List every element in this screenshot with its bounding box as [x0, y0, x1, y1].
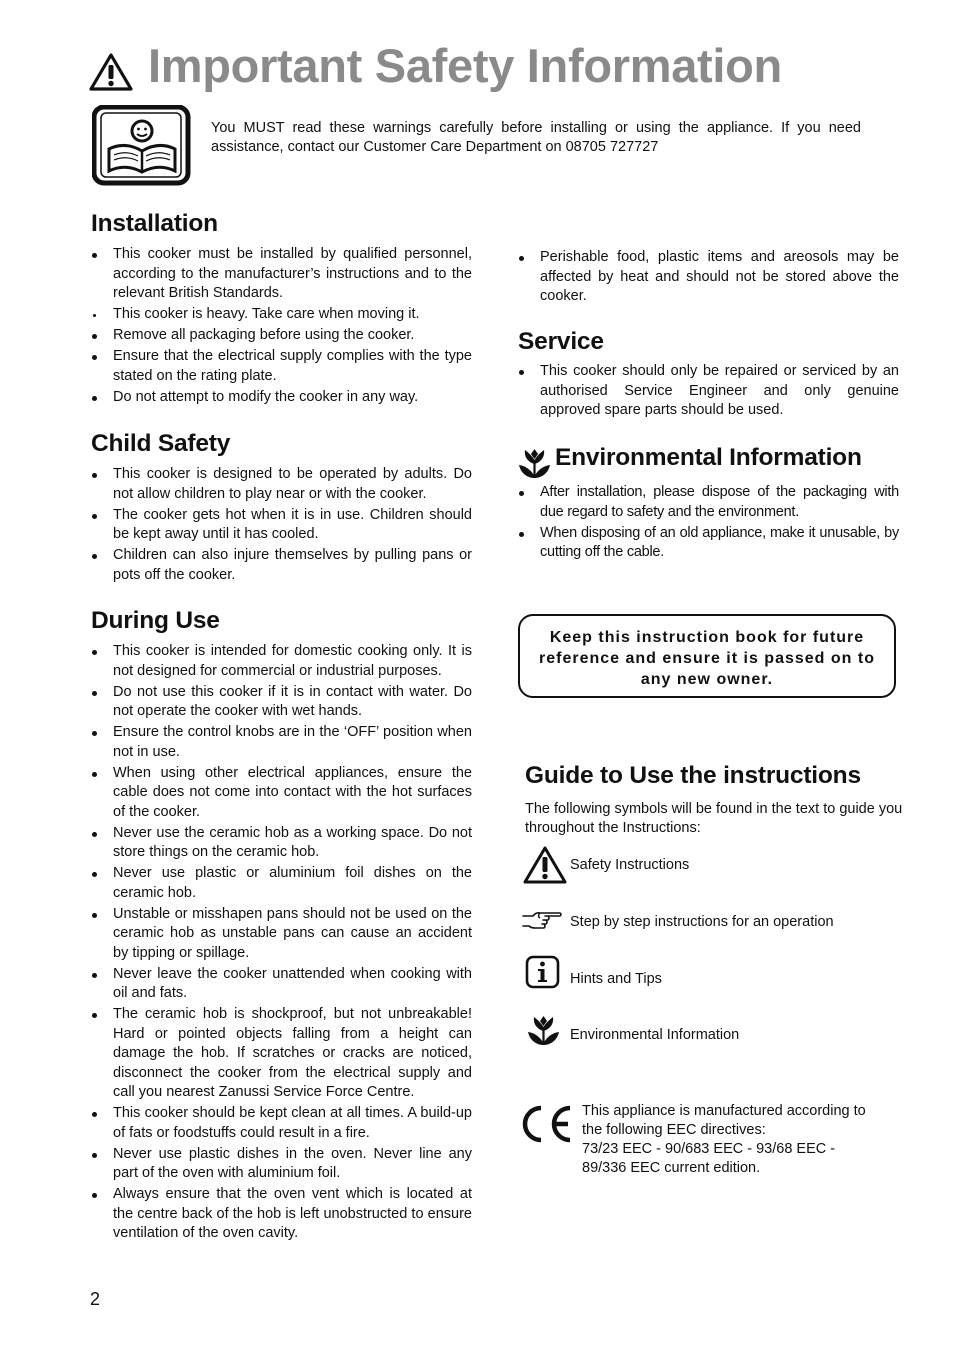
list-item: The cooker gets hot when it is in use. Children should be kept away until it has cooled.: [91, 506, 472, 545]
service-list: [518, 362, 899, 422]
during-use-list: [91, 642, 472, 1245]
page-title: Important Safety Information: [148, 39, 782, 92]
list-item: Children can also injure themselves by pulling pans or pots off the cooker.: [91, 546, 472, 585]
list-item: Ensure the control knobs are in the ‘OFF’ position when not in use.: [91, 723, 472, 762]
info-icon: [525, 955, 560, 989]
list-item: Never leave the cooker unattended when cooking with oil and fats.: [91, 965, 472, 1004]
ce-mark-icon: [518, 1104, 574, 1144]
warning-triangle-icon: [88, 52, 134, 92]
list-item: Always ensure that the oven vent which is located at the centre back of the hob is left unobstructed to ensure ventilation of the oven cavity.: [91, 1185, 472, 1244]
child-safety-heading: Child Safety: [91, 430, 231, 457]
intro-text: You MUST read these warnings carefully before installing or using the appliance. If you need assistance, contact our Customer Care Department on 08705 727727: [211, 120, 861, 155]
ce-text-line: 73/23 EEC - 90/683 EEC - 93/68 EEC -: [582, 1141, 836, 1157]
list-item: This cooker is intended for domestic cooking only. It is not designed for commercial or industrial purposes.: [91, 642, 472, 681]
page-number: 2: [90, 1289, 101, 1309]
warning-triangle-icon: [522, 845, 568, 885]
list-item: After installation, please dispose of the packaging with due regard to safety and the environment.: [518, 483, 899, 522]
list-item: The ceramic hob is shockproof, but not unbreakable! Hard or pointed objects falling from a height can damage the hob. If scratches or cracks are noticed, disconnect the cooker from the electrical supply and call you nearest Zanussi Service Force Centre.: [91, 1005, 472, 1103]
list-item: This cooker is designed to be operated by adults. Do not allow children to play near or with the cooker.: [91, 465, 472, 504]
guide-heading: Guide to Use the instructions: [525, 762, 861, 789]
flower-icon: [527, 1015, 560, 1047]
list-item: This cooker is heavy. Take care when moving it.: [91, 305, 472, 325]
environmental-heading: Environmental Information: [555, 444, 862, 471]
list-item: Never use plastic dishes in the oven. Never line any part of the oven with aluminium foil.: [91, 1145, 472, 1184]
ce-text-line: the following EEC directives:: [582, 1122, 766, 1138]
symbol-label: Safety Instructions: [570, 857, 690, 873]
child-safety-list: [91, 465, 472, 587]
list-item: Perishable food, plastic items and areosols may be affected by heat and should not be stored above the cooker.: [518, 248, 899, 307]
list-item: When using other electrical appliances, ensure the cable does not come into contact with the hot surfaces of the cooker.: [91, 764, 472, 823]
list-item: When disposing of an old appliance, make it unusable, by cutting off the cable.: [518, 524, 899, 563]
symbol-label: Environmental Information: [570, 1027, 740, 1043]
list-item: Never use plastic or aluminium foil dishes on the ceramic hob.: [91, 864, 472, 903]
installation-continued-list: [518, 248, 899, 308]
service-heading: Service: [518, 328, 604, 355]
keep-book-notice: Keep this instruction book for future reference and ensure it is passed on to any new owner.: [518, 614, 896, 698]
symbol-label: Hints and Tips: [570, 971, 662, 987]
installation-heading: Installation: [91, 210, 218, 237]
pointing-hand-icon: [521, 910, 563, 934]
symbol-label: Step by step instructions for an operation: [570, 914, 834, 930]
environmental-list: [518, 483, 899, 564]
during-use-heading: During Use: [91, 607, 220, 634]
ce-text-line: This appliance is manufactured according to: [582, 1103, 866, 1119]
installation-list: [91, 245, 472, 409]
list-item: This cooker should be kept clean at all times. A build-up of fats or foodstuffs could result in a fire.: [91, 1104, 472, 1143]
list-item: Unstable or misshapen pans should not be used on the ceramic hob as unstable pans can cause an accident by tipping or spillage.: [91, 905, 472, 964]
list-item: Remove all packaging before using the cooker.: [91, 326, 472, 346]
flower-icon: [518, 448, 551, 480]
ce-compliance-text: [582, 1102, 902, 1178]
guide-text: The following symbols will be found in the text to guide you throughout the Instructions:: [525, 801, 903, 836]
list-item: This cooker should only be repaired or serviced by an authorised Service Engineer and only genuine approved spare parts should be used.: [518, 362, 899, 421]
list-item: Never use the ceramic hob as a working space. Do not store things on the ceramic hob.: [91, 824, 472, 863]
list-item: Do not attempt to modify the cooker in any way.: [91, 388, 472, 408]
ce-text-line: 89/336 EEC current edition.: [582, 1160, 761, 1176]
read-manual-icon: [92, 105, 192, 187]
list-item: Do not use this cooker if it is in contact with water. Do not operate the cooker with wet hands.: [91, 683, 472, 722]
list-item: Ensure that the electrical supply complies with the type stated on the rating plate.: [91, 347, 472, 386]
list-item: This cooker must be installed by qualified personnel, according to the manufacturer’s instructions and to the relevant British Standards.: [91, 245, 472, 304]
